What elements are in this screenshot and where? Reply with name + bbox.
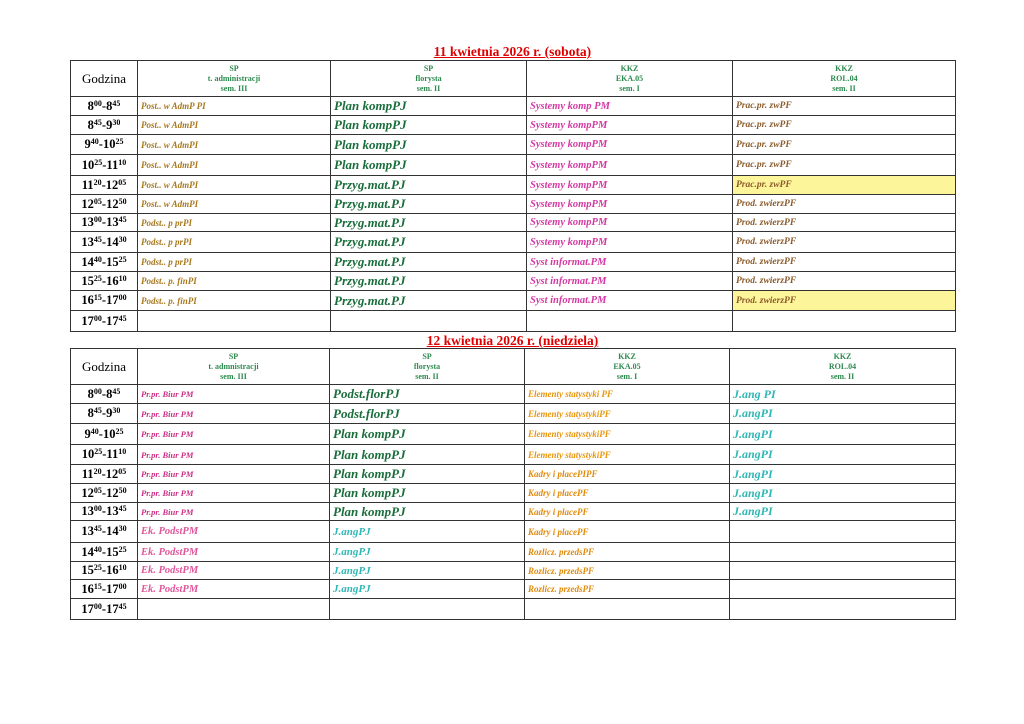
time-start-hour: 17 (81, 601, 94, 616)
time-end-minute: 25 (115, 137, 124, 146)
time-slot-cell (71, 155, 138, 176)
time-start-hour: 12 (81, 196, 94, 211)
column-header-sp-florysta (331, 61, 527, 97)
class-cell-kkz-eka05: Systemy kompPM (527, 232, 733, 253)
col-l2: t. admnistracji (208, 361, 259, 371)
time-slot-cell (71, 404, 138, 424)
table-row (71, 176, 956, 195)
time-start-hour: 15 (81, 563, 94, 577)
table-row (71, 135, 956, 155)
time-end-minute: 00 (118, 293, 127, 302)
class-cell-kkz-rol04: J.angPI (730, 503, 956, 521)
class-cell-kkz-eka05: Systemy kompPM (527, 155, 733, 176)
table-row (71, 311, 956, 332)
time-end-minute: 30 (112, 117, 121, 127)
time-end-minute: 45 (118, 601, 127, 611)
column-header-kkz-eka05 (525, 349, 730, 385)
class-cell-kkz-rol04: Prod. zwierzPF (733, 195, 956, 214)
col-l1: KKZ (833, 351, 852, 361)
time-start-minute: 45 (93, 117, 102, 127)
time-slot-cell (71, 484, 138, 503)
class-cell-sp-florysta: Podst.florPJ (330, 385, 525, 404)
class-cell-kkz-eka05 (525, 599, 730, 620)
class-cell-sp-florysta: Przyg.mat.PJ (331, 176, 527, 195)
class-cell-kkz-rol04 (730, 521, 956, 543)
time-start-hour: 8 (87, 98, 94, 113)
class-cell-sp-florysta: Podst.florPJ (330, 404, 525, 424)
col-l3: sem. II (415, 371, 439, 381)
time-slot-cell (71, 232, 138, 253)
class-cell-kkz-eka05: Kadry i placePIPF (525, 465, 730, 484)
time-end-hour: -17 (101, 293, 119, 307)
time-end-hour: -12 (101, 485, 119, 500)
class-cell-kkz-eka05: Systemy kompPM (527, 214, 733, 232)
col-l3: sem. III (220, 371, 247, 381)
class-cell-sp-admin: Pr.pr. Biur PM (138, 404, 330, 424)
class-cell-kkz-rol04: Prod. zwierzPF (733, 232, 956, 253)
day2-body (71, 385, 956, 620)
time-end-hour: -9 (101, 117, 113, 132)
time-end-minute: 50 (118, 196, 127, 206)
time-slot-cell (71, 253, 138, 272)
class-cell-kkz-eka05: Syst informat.PM (527, 272, 733, 291)
time-start-minute: 00 (93, 313, 102, 323)
class-cell-sp-admin: Ek. PodstPM (138, 543, 330, 562)
time-end-minute: 00 (118, 581, 127, 591)
time-end-hour: -16 (101, 273, 119, 288)
time-start-minute: 00 (93, 386, 102, 396)
time-end-minute: 50 (118, 485, 127, 495)
time-slot-cell (71, 311, 138, 332)
time-start-minute: 15 (93, 581, 102, 591)
class-cell-kkz-rol04: Prod. zwierzPF (733, 272, 956, 291)
time-end-hour: -13 (101, 215, 119, 229)
time-start-minute: 25 (93, 563, 102, 572)
time-end-hour: -8 (101, 98, 113, 113)
class-cell-sp-florysta: Plan kompPJ (330, 445, 525, 465)
table-row (71, 465, 956, 484)
class-cell-kkz-rol04: J.ang PI (730, 385, 956, 404)
class-cell-kkz-rol04: Prod. zwierzPF (733, 291, 956, 311)
col-l3: sem. I (619, 83, 640, 93)
time-start-minute: 40 (93, 254, 102, 264)
class-cell-sp-admin: Pr.pr. Biur PM (138, 445, 330, 465)
time-end-minute: 45 (118, 215, 127, 224)
class-cell-sp-admin: Ek. PodstPM (138, 562, 330, 580)
class-cell-kkz-rol04: Prac.pr. zwPF (733, 176, 956, 195)
time-end-minute: 10 (118, 563, 127, 572)
time-slot-cell (71, 176, 138, 195)
time-start-minute: 40 (93, 544, 102, 554)
col-l2: t. administracji (207, 73, 261, 83)
class-cell-kkz-rol04 (730, 580, 956, 599)
class-cell-kkz-eka05: Elementy statystykiPF (525, 404, 730, 424)
time-end-minute: 10 (118, 447, 127, 456)
class-cell-kkz-rol04: J.angPI (730, 465, 956, 484)
time-start-minute: 25 (94, 157, 103, 167)
class-cell-sp-florysta: Plan kompPJ (331, 135, 527, 155)
class-cell-sp-admin: Pr.pr. Biur PM (138, 484, 330, 503)
time-start-minute: 40 (90, 426, 99, 436)
class-cell-kkz-rol04 (733, 311, 956, 332)
day2-title: 12 kwietnia 2026 r. (niedziela) (426, 333, 599, 348)
class-cell-sp-admin: Pr.pr. Biur PM (138, 503, 330, 521)
class-cell-kkz-eka05: Systemy komp PM (527, 97, 733, 116)
class-cell-sp-florysta: Przyg.mat.PJ (331, 195, 527, 214)
col-l3: sem. II (416, 83, 441, 93)
col-l1: SP (228, 351, 239, 361)
class-cell-sp-admin: Post.. w AdmPI (138, 135, 331, 155)
class-cell-sp-florysta: Przyg.mat.PJ (331, 214, 527, 232)
class-cell-kkz-eka05: Systemy kompPM (527, 116, 733, 135)
class-cell-sp-admin: Post.. w AdmPI (138, 116, 331, 135)
time-slot-cell (71, 385, 138, 404)
table-row (71, 195, 956, 214)
time-start-hour: 9 (84, 426, 91, 441)
class-cell-sp-admin: Podst.. p prPI (138, 214, 331, 232)
time-start-hour: 8 (87, 117, 94, 132)
table-row (71, 97, 956, 116)
time-start-hour: 11 (81, 466, 94, 481)
time-start-hour: 8 (87, 386, 94, 401)
class-cell-sp-florysta: Plan kompPJ (330, 484, 525, 503)
time-start-minute: 20 (93, 177, 102, 187)
column-header-sp-admin (138, 349, 330, 385)
time-start-hour: 14 (81, 544, 94, 559)
class-cell-sp-florysta: J.angPJ (330, 580, 525, 599)
time-slot-cell (71, 272, 138, 291)
table-header-row (71, 61, 956, 97)
time-end-hour: -11 (102, 447, 119, 461)
time-end-hour: -12 (101, 196, 119, 211)
col-l1: KKZ (618, 351, 636, 361)
table-row (71, 385, 956, 404)
time-start-minute: 15 (93, 293, 102, 302)
class-cell-kkz-eka05: Kadry i placePF (525, 503, 730, 521)
class-cell-kkz-rol04 (730, 562, 956, 580)
time-end-hour: -10 (98, 426, 116, 441)
class-cell-sp-admin (138, 599, 330, 620)
class-cell-kkz-rol04: J.angPI (730, 404, 956, 424)
day1-title: 11 kwietnia 2026 r. (sobota) (433, 44, 592, 59)
time-end-minute: 25 (118, 544, 127, 554)
time-slot-cell (71, 543, 138, 562)
column-header-kkz-rol04 (730, 349, 956, 385)
time-start-hour: 11 (81, 177, 94, 192)
time-end-hour: -15 (101, 544, 119, 559)
class-cell-kkz-eka05: Rozlicz. przedsPF (525, 580, 730, 599)
godzina-header: Godzina (71, 61, 138, 97)
col-l1: SP (229, 63, 239, 73)
class-cell-sp-florysta: Plan kompPJ (331, 155, 527, 176)
class-cell-sp-admin: Podst.. p prPI (138, 232, 331, 253)
time-end-hour: -9 (101, 406, 113, 420)
class-cell-kkz-eka05: Kadry i placePF (525, 484, 730, 503)
time-end-minute: 45 (112, 98, 121, 108)
time-end-minute: 30 (112, 406, 121, 415)
class-cell-sp-florysta: Plan kompPJ (331, 97, 527, 116)
column-header-sp-florysta (330, 349, 525, 385)
table-row (71, 580, 956, 599)
class-cell-kkz-eka05: Systemy kompPM (527, 195, 733, 214)
time-slot-cell (71, 195, 138, 214)
time-end-minute: 45 (118, 504, 127, 513)
day1-schedule-table (70, 60, 956, 332)
class-cell-sp-admin: Post.. w AdmP PI (138, 97, 331, 116)
time-end-minute: 05 (118, 466, 127, 476)
class-cell-kkz-eka05: Rozlicz. przedsPF (525, 562, 730, 580)
time-start-minute: 45 (93, 524, 102, 533)
class-cell-kkz-rol04: J.angPI (730, 484, 956, 503)
class-cell-sp-admin: Post.. w AdmPI (138, 195, 331, 214)
time-start-hour: 16 (81, 581, 94, 596)
class-cell-kkz-rol04: Prod. zwierzPF (733, 253, 956, 272)
table-row (71, 521, 956, 543)
time-start-minute: 25 (94, 447, 103, 456)
col-l2: ROL.04 (830, 73, 858, 83)
time-end-hour: -17 (101, 313, 119, 328)
time-end-hour: -11 (102, 157, 119, 172)
time-start-minute: 00 (93, 601, 102, 611)
time-start-minute: 45 (93, 406, 102, 415)
class-cell-sp-florysta: Plan kompPJ (330, 503, 525, 521)
table-row (71, 272, 956, 291)
table-row (71, 155, 956, 176)
time-end-hour: -10 (98, 137, 116, 151)
class-cell-kkz-eka05: Systemy kompPM (527, 176, 733, 195)
class-cell-kkz-eka05: Syst informat.PM (527, 291, 733, 311)
column-header-kkz-eka05 (527, 61, 733, 97)
col-l1: KKZ (620, 63, 639, 73)
time-start-minute: 00 (93, 98, 102, 108)
time-start-minute: 05 (93, 485, 102, 495)
time-start-hour: 13 (81, 524, 94, 538)
time-slot-cell (71, 503, 138, 521)
time-start-hour: 17 (81, 313, 94, 328)
class-cell-sp-florysta: Przyg.mat.PJ (331, 291, 527, 311)
time-start-hour: 10 (81, 447, 95, 461)
time-end-hour: -14 (101, 524, 119, 538)
time-end-minute: 05 (118, 177, 127, 187)
day2-schedule-table (70, 348, 956, 620)
time-slot-cell (71, 424, 138, 445)
col-l2: florysta (413, 361, 441, 371)
class-cell-sp-florysta: Plan kompPJ (330, 465, 525, 484)
class-cell-sp-admin (138, 311, 331, 332)
table-row (71, 232, 956, 253)
time-start-minute: 20 (93, 466, 102, 476)
time-start-minute: 00 (93, 504, 102, 513)
col-l2: EKA.05 (613, 361, 641, 371)
class-cell-kkz-rol04: Prod. zwierzPF (733, 214, 956, 232)
time-end-minute: 10 (118, 157, 127, 167)
col-l2: ROL.04 (828, 361, 857, 371)
time-slot-cell (71, 599, 138, 620)
table-row (71, 599, 956, 620)
time-start-hour: 10 (81, 157, 95, 172)
col-l2: EKA.05 (615, 73, 644, 83)
table-row (71, 562, 956, 580)
class-cell-sp-admin: Podst.. p prPI (138, 253, 331, 272)
time-slot-cell (71, 97, 138, 116)
time-start-minute: 45 (93, 234, 102, 244)
time-slot-cell (71, 521, 138, 543)
time-end-minute: 10 (118, 273, 127, 283)
time-start-hour: 16 (81, 293, 94, 307)
time-end-minute: 30 (118, 524, 127, 533)
time-start-minute: 05 (93, 196, 102, 206)
class-cell-sp-admin: Post.. w AdmPI (138, 155, 331, 176)
time-end-hour: -17 (101, 601, 119, 616)
class-cell-kkz-rol04: Prac.pr. zwPF (733, 135, 956, 155)
column-header-sp-admin (138, 61, 331, 97)
table-row (71, 214, 956, 232)
time-slot-cell (71, 445, 138, 465)
class-cell-sp-florysta: Plan kompPJ (330, 424, 525, 445)
class-cell-sp-admin: Podst.. p. finPI (138, 272, 331, 291)
time-start-minute: 40 (90, 137, 99, 146)
class-cell-kkz-rol04: J.angPI (730, 424, 956, 445)
class-cell-sp-admin: Pr.pr. Biur PM (138, 385, 330, 404)
col-l3: sem. III (220, 83, 248, 93)
table-header-row (71, 349, 956, 385)
time-start-hour: 13 (81, 504, 94, 518)
col-l3: sem. II (830, 371, 855, 381)
table-row (71, 424, 956, 445)
time-end-hour: -17 (101, 581, 119, 596)
time-slot-cell (71, 135, 138, 155)
class-cell-sp-admin: Ek. PodstPM (138, 580, 330, 599)
class-cell-sp-florysta: J.angPJ (330, 543, 525, 562)
time-start-minute: 00 (93, 215, 102, 224)
time-end-hour: -16 (101, 563, 119, 577)
class-cell-sp-florysta (331, 311, 527, 332)
class-cell-kkz-eka05: Rozlicz. przedsPF (525, 543, 730, 562)
godzina-header: Godzina (71, 349, 138, 385)
col-l1: KKZ (835, 63, 853, 73)
time-start-hour: 15 (81, 273, 94, 288)
class-cell-kkz-rol04: Prac.pr. zwPF (733, 116, 956, 135)
time-end-hour: -15 (101, 254, 119, 269)
class-cell-sp-admin: Ek. PodstPM (138, 521, 330, 543)
time-end-minute: 30 (118, 234, 127, 244)
time-slot-cell (71, 214, 138, 232)
time-start-hour: 13 (81, 215, 94, 229)
class-cell-sp-florysta: J.angPJ (330, 521, 525, 543)
time-slot-cell (71, 580, 138, 599)
class-cell-kkz-rol04: Prac.pr. zwPF (733, 97, 956, 116)
class-cell-sp-admin: Pr.pr. Biur PM (138, 465, 330, 484)
class-cell-kkz-eka05: Kadry i placePF (525, 521, 730, 543)
class-cell-kkz-eka05: Systemy kompPM (527, 135, 733, 155)
day1-body (71, 97, 956, 332)
col-l1: SP (423, 63, 434, 73)
time-end-hour: -8 (101, 386, 113, 401)
class-cell-sp-florysta: Przyg.mat.PJ (331, 232, 527, 253)
class-cell-sp-florysta (330, 599, 525, 620)
table-row (71, 404, 956, 424)
time-end-minute: 25 (118, 254, 127, 264)
time-start-hour: 13 (81, 234, 94, 249)
time-end-hour: -13 (101, 504, 119, 518)
time-start-minute: 25 (93, 273, 102, 283)
class-cell-kkz-eka05: Elementy statystyki PF (525, 385, 730, 404)
class-cell-sp-florysta: Przyg.mat.PJ (331, 272, 527, 291)
col-l3: sem. I (616, 371, 638, 381)
time-end-minute: 45 (112, 386, 121, 396)
time-slot-cell (71, 291, 138, 311)
time-slot-cell (71, 562, 138, 580)
time-end-hour: -12 (101, 466, 119, 481)
table-row (71, 543, 956, 562)
class-cell-kkz-rol04 (730, 599, 956, 620)
table-row (71, 484, 956, 503)
column-header-kkz-rol04 (733, 61, 956, 97)
class-cell-kkz-rol04: Prac.pr. zwPF (733, 155, 956, 176)
time-end-hour: -12 (101, 177, 119, 192)
time-start-hour: 12 (81, 485, 94, 500)
class-cell-kkz-eka05: Syst informat.PM (527, 253, 733, 272)
time-start-hour: 8 (87, 406, 94, 420)
time-slot-cell (71, 465, 138, 484)
class-cell-kkz-eka05: Elementy statystykiPF (525, 424, 730, 445)
class-cell-sp-admin: Pr.pr. Biur PM (138, 424, 330, 445)
table-row (71, 253, 956, 272)
class-cell-kkz-eka05 (527, 311, 733, 332)
col-l3: sem. II (832, 83, 856, 93)
time-slot-cell (71, 116, 138, 135)
time-end-hour: -14 (101, 234, 119, 249)
class-cell-kkz-rol04: J.angPI (730, 445, 956, 465)
class-cell-sp-florysta: Przyg.mat.PJ (331, 253, 527, 272)
class-cell-sp-admin: Podst.. p. finPI (138, 291, 331, 311)
time-end-minute: 25 (115, 426, 124, 436)
class-cell-kkz-rol04 (730, 543, 956, 562)
class-cell-sp-florysta: Plan kompPJ (331, 116, 527, 135)
table-row (71, 445, 956, 465)
time-start-hour: 9 (84, 137, 91, 151)
table-row (71, 116, 956, 135)
class-cell-sp-admin: Post.. w AdmPI (138, 176, 331, 195)
table-row (71, 503, 956, 521)
col-l1: SP (422, 351, 432, 361)
col-l2: florysta (415, 73, 442, 83)
time-end-minute: 45 (118, 313, 127, 323)
time-start-hour: 14 (81, 254, 94, 269)
class-cell-sp-florysta: J.angPJ (330, 562, 525, 580)
class-cell-kkz-eka05: Elementy statystykiPF (525, 445, 730, 465)
table-row (71, 291, 956, 311)
